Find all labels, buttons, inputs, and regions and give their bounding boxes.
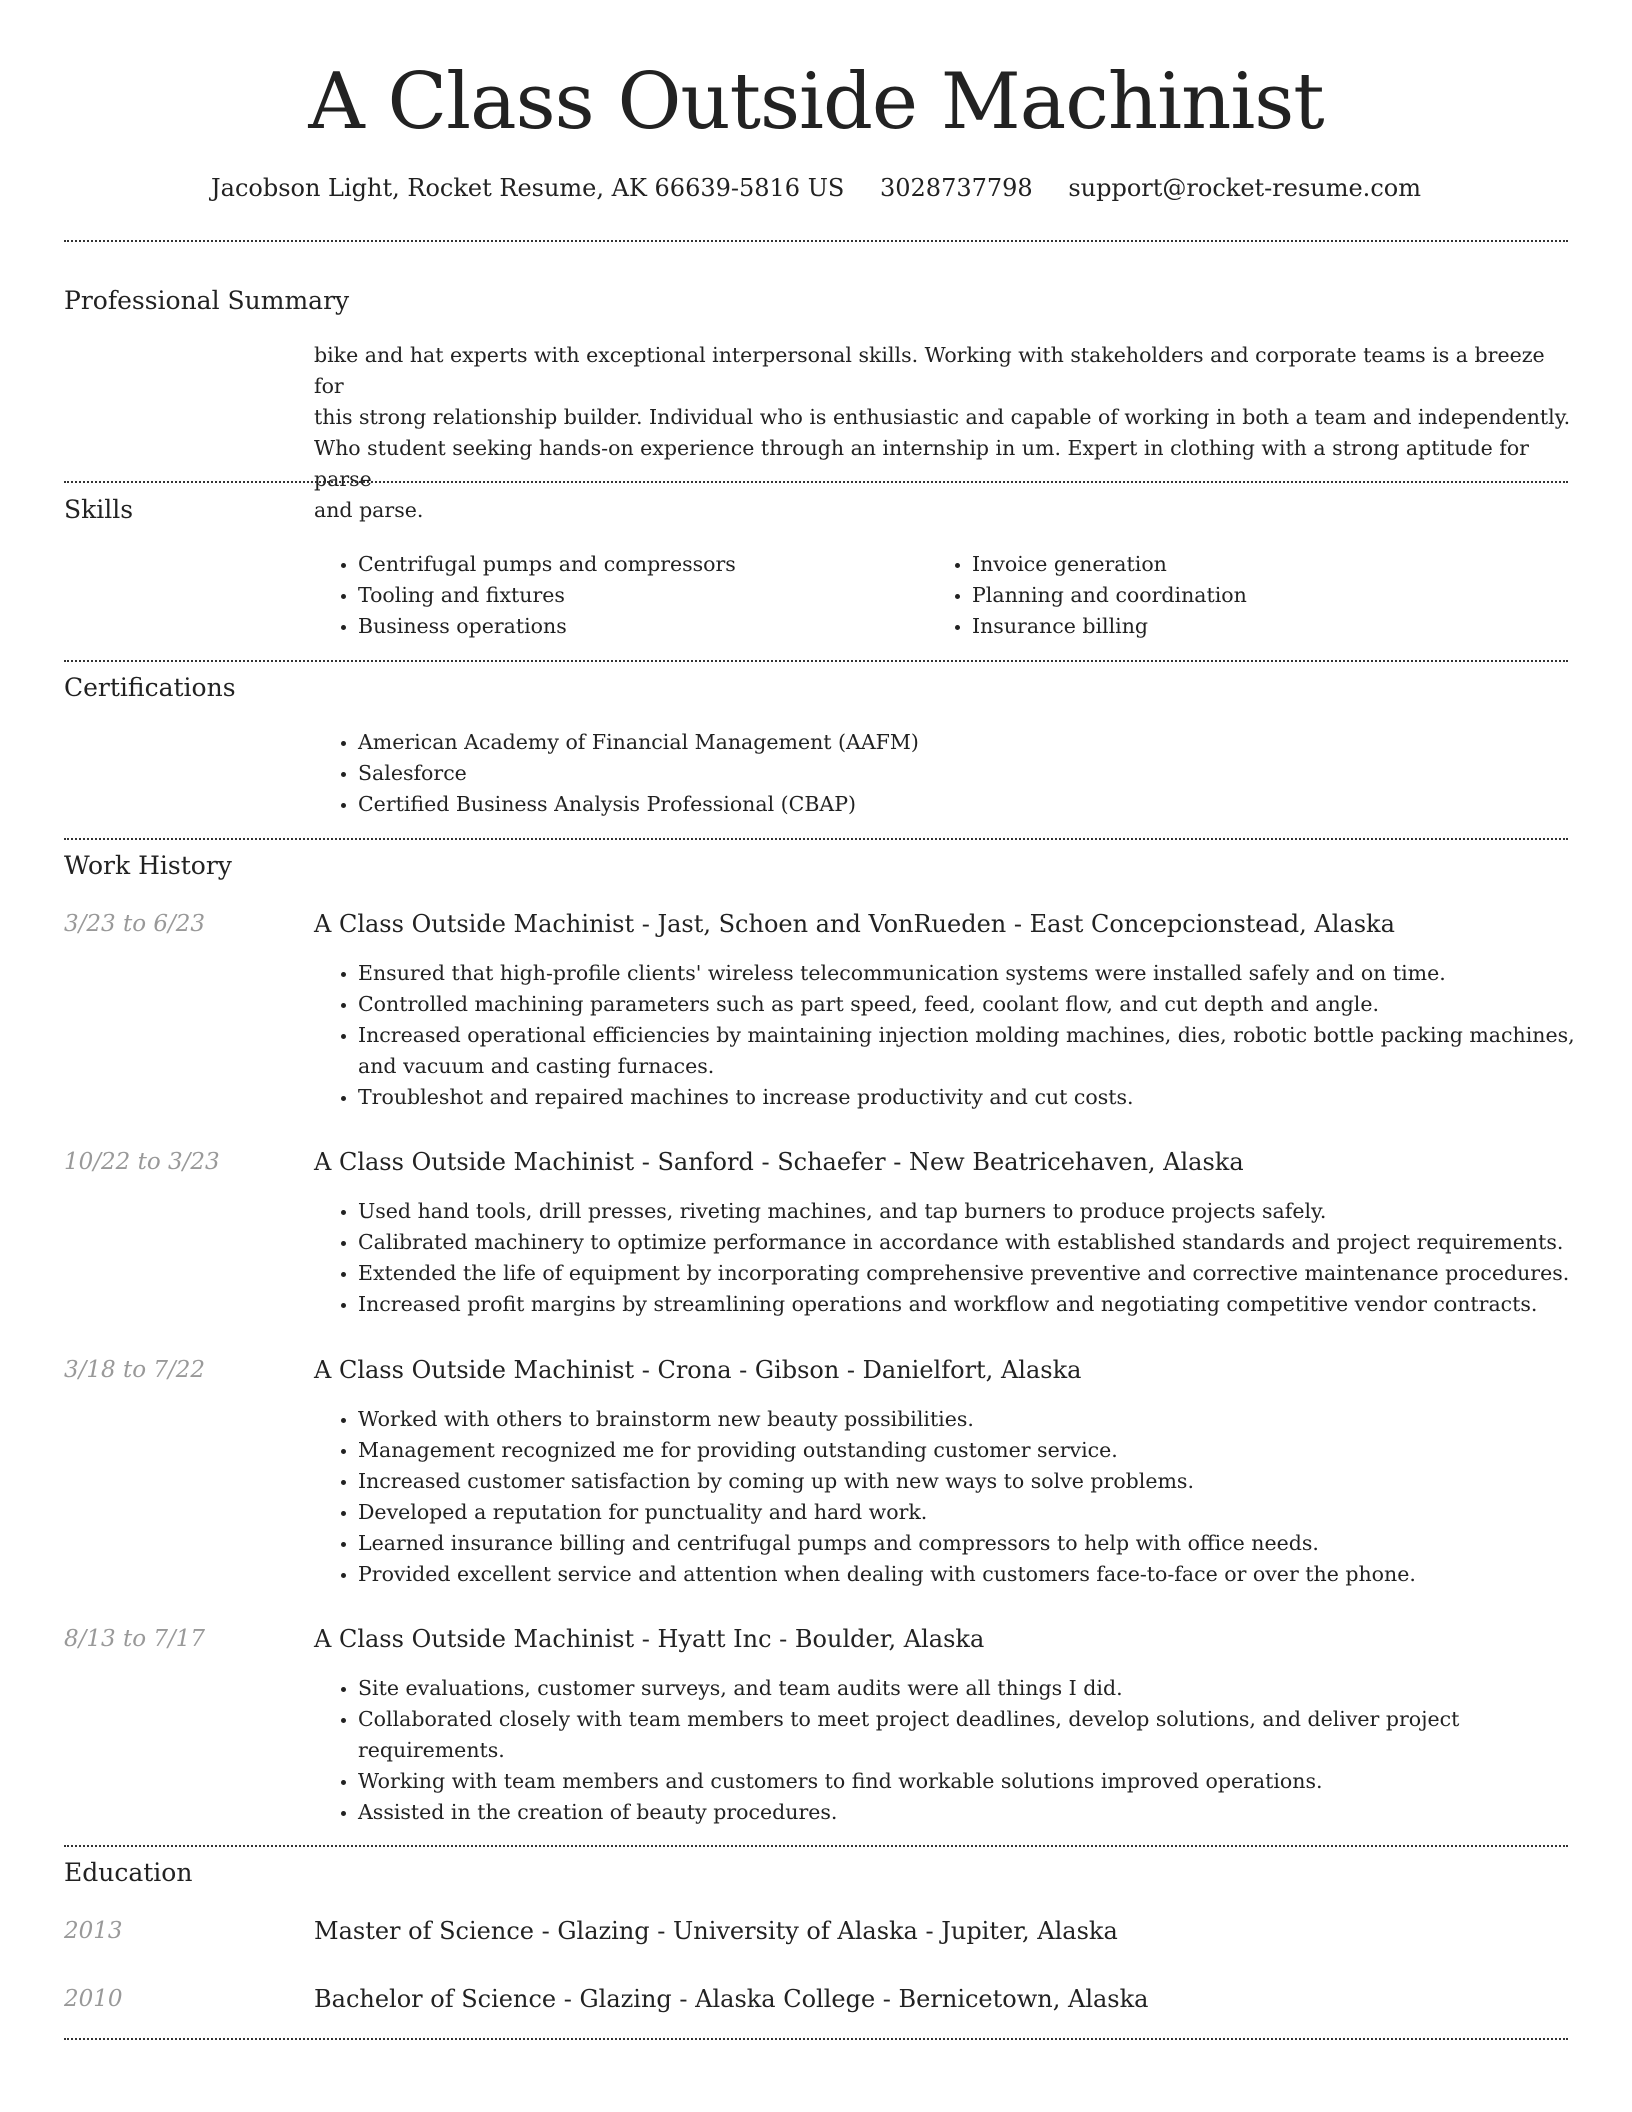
skill-item: • Centrifugal pumps and compressors: [358, 549, 918, 580]
divider: [64, 1845, 1568, 1847]
candidate-name: A Class Outside Machinist: [308, 57, 1324, 147]
job-bullet: • Ensured that high-profile clients' wireless telecommunication systems were installed safely and on time.: [358, 958, 1618, 989]
job-dates: 3/23 to 6/23: [64, 911, 206, 937]
job-bullet: • Increased customer satisfaction by coming up with new ways to solve problems.: [358, 1466, 1618, 1497]
skills-list-left: [314, 549, 918, 642]
job-bullet: • Collaborated closely with team members to meet project deadlines, develop solutions, and deliver project requirements.: [358, 1704, 1618, 1766]
job-bullet: • Learned insurance billing and centrifugal pumps and compressors to help with office needs.: [358, 1528, 1618, 1559]
job-bullet: • Increased profit margins by streamlining operations and workflow and negotiating competitive vendor contracts.: [358, 1289, 1618, 1320]
job-bullet: • Assisted in the creation of beauty procedures.: [358, 1797, 1618, 1828]
job-title: A Class Outside Machinist - Crona - Gibson - Danielfort, Alaska: [314, 1356, 1082, 1384]
contact-line: [64, 172, 1568, 204]
job-dates: 8/13 to 7/17: [64, 1626, 206, 1652]
education-degree: Master of Science - Glazing - University of Alaska - Jupiter, Alaska: [314, 1917, 1118, 1945]
certification-item: • American Academy of Financial Management (AAFM): [358, 727, 1558, 758]
section-title-work-history: Work History: [64, 851, 232, 880]
skill-item: • Insurance billing: [972, 611, 1532, 642]
divider: [64, 838, 1568, 840]
skill-item: • Planning and coordination: [972, 580, 1532, 611]
job-bullet: • Provided excellent service and attention when dealing with customers face-to-face or over the phone.: [358, 1559, 1618, 1590]
section-title-education: Education: [64, 1858, 193, 1887]
job-title: A Class Outside Machinist - Sanford - Schaefer - New Beatricehaven, Alaska: [314, 1148, 1244, 1176]
summary-line: this strong relationship builder. Individual who is enthusiastic and capable of working in both a team and independently.: [314, 405, 1571, 429]
job-bullet: • Increased operational efficiencies by maintaining injection molding machines, dies, robotic bottle packing machines, and vacuum and casting furnaces.: [358, 1020, 1618, 1082]
summary-line: and parse.: [314, 498, 424, 522]
job-bullet: • Working with team members and customers to find workable solutions improved operations.: [358, 1766, 1618, 1797]
job-bullet: • Management recognized me for providing outstanding customer service.: [358, 1435, 1618, 1466]
job-bullet: • Calibrated machinery to optimize performance in accordance with established standards and project requirements.: [358, 1227, 1618, 1258]
job-bullet: • Used hand tools, drill presses, riveting machines, and tap burners to produce projects safely.: [358, 1196, 1618, 1227]
education-year: 2010: [64, 1986, 123, 2012]
divider: [64, 660, 1568, 662]
job-bullet: • Troubleshot and repaired machines to increase productivity and cut costs.: [358, 1082, 1618, 1113]
job-dates: 3/18 to 7/22: [64, 1357, 206, 1383]
section-title-skills: Skills: [64, 495, 134, 524]
divider: [64, 481, 1568, 483]
certifications-list: [314, 727, 1558, 820]
job-bullet: • Worked with others to brainstorm new beauty possibilities.: [358, 1404, 1618, 1435]
job-bullets: [314, 958, 1618, 1113]
job-bullet: • Site evaluations, customer surveys, and team audits were all things I did.: [358, 1673, 1618, 1704]
contact-address: Jacobson Light, Rocket Resume, AK 66639-5816 US: [211, 174, 845, 202]
job-title: A Class Outside Machinist - Jast, Schoen and VonRueden - East Concepcionstead, Alaska: [314, 910, 1395, 938]
education-degree: Bachelor of Science - Glazing - Alaska College - Bernicetown, Alaska: [314, 1985, 1149, 2013]
job-bullet: • Extended the life of equipment by incorporating comprehensive preventive and corrective maintenance procedures.: [358, 1258, 1618, 1289]
section-title-summary: Professional Summary: [64, 286, 350, 315]
job-dates: 10/22 to 3/23: [64, 1149, 220, 1175]
summary-text: [314, 340, 1574, 526]
skills-list-right: [928, 549, 1532, 642]
job-bullet: • Controlled machining parameters such as part speed, feed, coolant flow, and cut depth and angle.: [358, 989, 1618, 1020]
divider: [64, 2038, 1568, 2040]
certification-item: • Certified Business Analysis Professional (CBAP): [358, 789, 1558, 820]
skill-item: • Invoice generation: [972, 549, 1532, 580]
job-bullets: [314, 1404, 1618, 1590]
skill-item: • Tooling and fixtures: [358, 580, 918, 611]
job-title: A Class Outside Machinist - Hyatt Inc - Boulder, Alaska: [314, 1625, 985, 1653]
job-bullets: [314, 1196, 1618, 1320]
contact-email: support@rocket-resume.com: [1068, 174, 1421, 202]
summary-line: Who student seeking hands-on experience through an internship in um. Expert in clothing with a strong aptitude for parse: [314, 436, 1529, 491]
summary-line: bike and hat experts with exceptional interpersonal skills. Working with stakeholders and corporate teams is a breeze for: [314, 343, 1545, 398]
job-bullet: • Developed a reputation for punctuality and hard work.: [358, 1497, 1618, 1528]
education-year: 2013: [64, 1918, 123, 1944]
job-bullets: [314, 1673, 1618, 1828]
divider: [64, 240, 1568, 242]
section-title-certifications: Certifications: [64, 673, 236, 702]
contact-phone: 3028737798: [880, 174, 1033, 202]
certification-item: • Salesforce: [358, 758, 1558, 789]
skill-item: • Business operations: [358, 611, 918, 642]
